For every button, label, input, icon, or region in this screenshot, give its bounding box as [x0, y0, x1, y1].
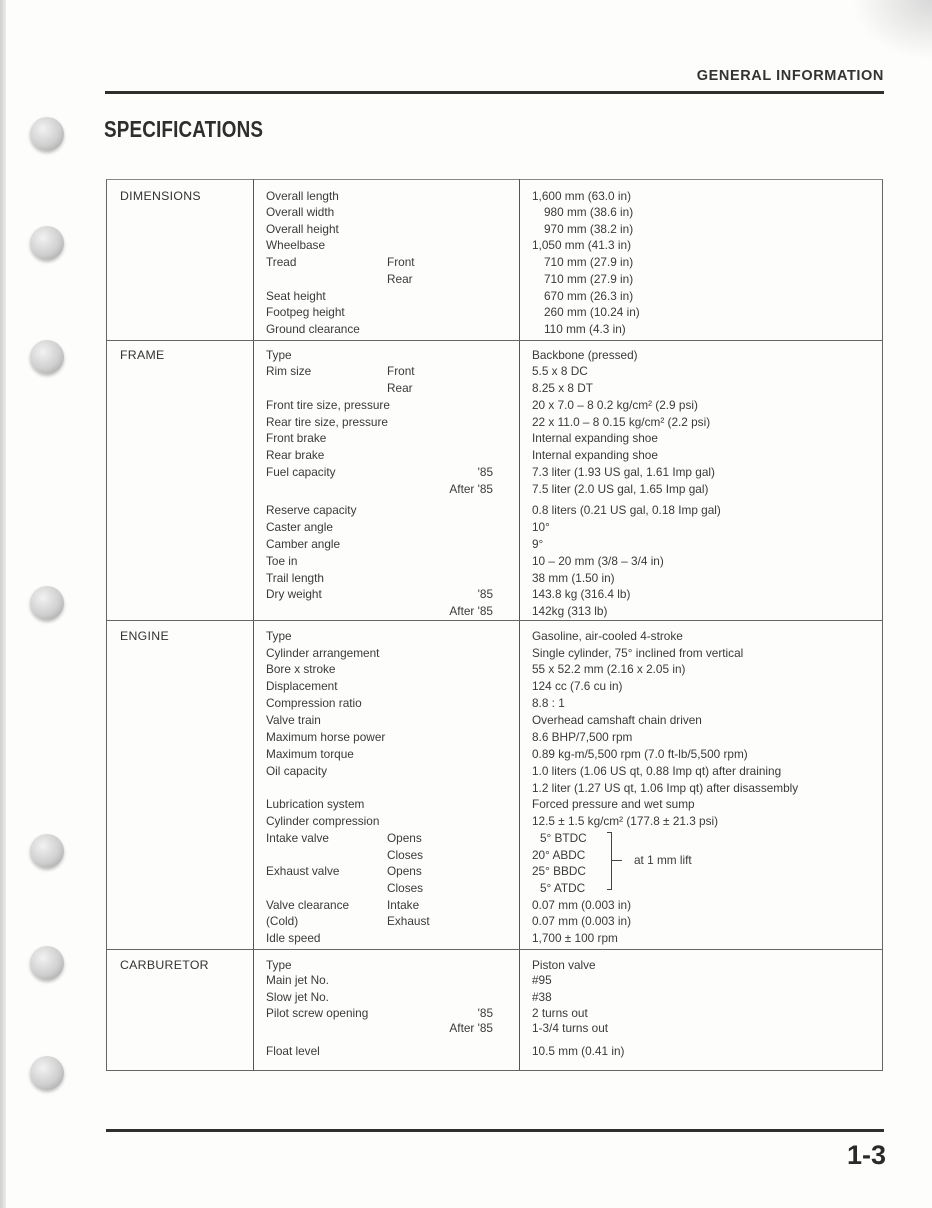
spec-value: Internal expanding shoe [532, 431, 658, 445]
section-title-carburetor: CARBURETOR [120, 958, 209, 972]
spec-item-qualifier: Opens [387, 864, 422, 878]
spec-item-qualifier: After '85 [449, 604, 493, 618]
spec-value: 8.8 : 1 [532, 696, 565, 710]
spec-value: 7.5 liter (2.0 US gal, 1.65 Imp gal) [532, 482, 709, 496]
spec-item-label: Cylinder arrangement [266, 646, 380, 660]
spec-value: 12.5 ± 1.5 kg/cm² (177.8 ± 21.3 psi) [532, 814, 719, 828]
spec-item-label: Intake valve [266, 831, 329, 845]
spec-item-label: Displacement [266, 679, 338, 693]
spec-item-label: Seat height [266, 289, 326, 303]
spec-value: Piston valve [532, 958, 596, 972]
spec-value: Forced pressure and wet sump [532, 797, 695, 811]
section-divider [106, 949, 882, 950]
binder-hole-icon [30, 946, 64, 980]
spec-item-label: Type [266, 348, 292, 362]
section-header: GENERAL INFORMATION [696, 68, 884, 84]
spec-item-qualifier: Exhaust [387, 914, 430, 928]
section-divider [106, 340, 882, 341]
spec-item-label: Ground clearance [266, 322, 360, 336]
spec-item-label: Maximum horse power [266, 730, 386, 744]
spec-item-qualifier: '85 [477, 587, 493, 601]
spec-item-label: Dry weight [266, 587, 322, 601]
spec-value: 5° BTDC [540, 831, 587, 845]
spec-value: 710 mm (27.9 in) [544, 255, 634, 269]
spec-value: 1,700 ± 100 rpm [532, 931, 618, 945]
page-title: SPECIFICATIONS [104, 116, 264, 142]
spec-item-label: Type [266, 629, 292, 643]
spec-item-qualifier: After '85 [449, 482, 493, 496]
binder-hole-icon [30, 1056, 64, 1090]
spec-value: 0.07 mm (0.003 in) [532, 914, 632, 928]
spec-item-label: Front brake [266, 431, 327, 445]
spec-item-label: Type [266, 958, 292, 972]
spec-item-label: Overall width [266, 205, 335, 219]
spec-item-label: Rear tire size, pressure [266, 415, 388, 429]
column-divider [253, 179, 254, 1070]
section-title-engine: ENGINE [120, 629, 169, 643]
header-rule [105, 91, 884, 94]
spec-value: 38 mm (1.50 in) [532, 571, 615, 585]
table-border [106, 179, 883, 1071]
spec-item-label: Valve clearance [266, 898, 350, 912]
spec-item-label: Camber angle [266, 537, 341, 551]
spec-value: 124 cc (7.6 cu in) [532, 679, 623, 693]
spec-item-label: Exhaust valve [266, 864, 340, 878]
spec-value: 1.2 liter (1.27 US qt, 1.06 Imp qt) after disassembly [532, 781, 799, 795]
spec-value: 0.89 kg-m/5,500 rpm (7.0 ft-lb/5,500 rpm) [532, 747, 748, 761]
spec-value: 7.3 liter (1.93 US gal, 1.61 Imp gal) [532, 465, 715, 479]
page-corner-shadow [852, 0, 932, 60]
valve-timing-note: at 1 mm lift [634, 853, 692, 867]
spec-value: 5° ATDC [540, 881, 586, 895]
spec-item-label: Maximum torque [266, 747, 354, 761]
spec-value: 142kg (313 lb) [532, 604, 608, 618]
spec-item-label: Rim size [266, 364, 312, 378]
spec-value: Backbone (pressed) [532, 348, 638, 362]
section-title-frame: FRAME [120, 348, 165, 362]
spec-value: 110 mm (4.3 in) [544, 322, 626, 336]
spec-value: 5.5 x 8 DC [532, 364, 588, 378]
page-edge [0, 0, 6, 1208]
binder-hole-icon [30, 226, 64, 260]
spec-value: 55 x 52.2 mm (2.16 x 2.05 in) [532, 662, 686, 676]
spec-item-qualifier: After '85 [449, 1021, 493, 1035]
spec-value: 970 mm (38.2 in) [544, 222, 634, 236]
spec-item-qualifier: '85 [477, 1006, 493, 1020]
spec-value: 10.5 mm (0.41 in) [532, 1044, 625, 1058]
spec-value: 20 x 7.0 – 8 0.2 kg/cm² (2.9 psi) [532, 398, 698, 412]
spec-value: 1-3/4 turns out [532, 1021, 609, 1035]
spec-item-label: Oil capacity [266, 764, 327, 778]
binder-hole-icon [30, 340, 64, 374]
spec-value: 9° [532, 537, 544, 551]
spec-item-label: Overall length [266, 189, 339, 203]
spec-value: #95 [532, 973, 552, 987]
spec-item-qualifier: Opens [387, 831, 422, 845]
spec-value: 670 mm (26.3 in) [544, 289, 634, 303]
spec-item-label: Tread [266, 255, 297, 269]
spec-item-qualifier: '85 [477, 465, 493, 479]
spec-item-label: Overall height [266, 222, 339, 236]
spec-value: 0.8 liters (0.21 US gal, 0.18 Imp gal) [532, 503, 721, 517]
binder-hole-icon [30, 117, 64, 151]
spec-item-qualifier: Closes [387, 848, 424, 862]
spec-item-label: Idle speed [266, 931, 321, 945]
spec-value: 980 mm (38.6 in) [544, 205, 634, 219]
spec-item-label: Front tire size, pressure [266, 398, 390, 412]
spec-item-label: Rear brake [266, 448, 325, 462]
spec-item-qualifier: Rear [387, 381, 413, 395]
valve-timing-bracket [607, 832, 612, 890]
spec-item-label: Cylinder compression [266, 814, 380, 828]
spec-item-label: Valve train [266, 713, 321, 727]
spec-item-label: Wheelbase [266, 238, 326, 252]
spec-value: #38 [532, 990, 552, 1004]
spec-item-label: Caster angle [266, 520, 333, 534]
spec-item-label: Toe in [266, 554, 298, 568]
spec-value: 260 mm (10.24 in) [544, 305, 640, 319]
spec-value: 8.25 x 8 DT [532, 381, 593, 395]
column-divider [519, 179, 520, 1070]
spec-value: 2 turns out [532, 1006, 588, 1020]
section-title-dimensions: DIMENSIONS [120, 189, 201, 203]
spec-item-label: Pilot screw opening [266, 1006, 369, 1020]
binder-hole-icon [30, 834, 64, 868]
footer-rule [106, 1129, 884, 1132]
spec-item-label: Footpeg height [266, 305, 345, 319]
spec-value: 1,600 mm (63.0 in) [532, 189, 632, 203]
spec-item-label: Compression ratio [266, 696, 362, 710]
spec-value: 0.07 mm (0.003 in) [532, 898, 632, 912]
spec-item-label: Main jet No. [266, 973, 329, 987]
spec-item-qualifier: Rear [387, 272, 413, 286]
spec-value: 22 x 11.0 – 8 0.15 kg/cm² (2.2 psi) [532, 415, 711, 429]
spec-item-label: Lubrication system [266, 797, 365, 811]
spec-item-qualifier: Intake [387, 898, 420, 912]
spec-item-label: Bore x stroke [266, 662, 336, 676]
valve-timing-bracket-tick [612, 860, 622, 861]
spec-value: Internal expanding shoe [532, 448, 658, 462]
spec-value: 143.8 kg (316.4 lb) [532, 587, 631, 601]
spec-value: Gasoline, air-cooled 4-stroke [532, 629, 683, 643]
spec-value: 10 – 20 mm (3/8 – 3/4 in) [532, 554, 664, 568]
spec-value: 25° BBDC [532, 864, 586, 878]
page-number: 1-3 [846, 1140, 886, 1170]
spec-item-qualifier: Front [387, 364, 415, 378]
spec-value: 10° [532, 520, 550, 534]
section-divider [106, 620, 882, 621]
spec-item-qualifier: Front [387, 255, 415, 269]
spec-value: 710 mm (27.9 in) [544, 272, 634, 286]
spec-value: 20° ABDC [532, 848, 586, 862]
spec-item-qualifier: Closes [387, 881, 424, 895]
spec-item-label: Reserve capacity [266, 503, 357, 517]
spec-value: 8.6 BHP/7,500 rpm [532, 730, 633, 744]
spec-item-label: Float level [266, 1044, 320, 1058]
binder-hole-icon [30, 586, 64, 620]
spec-item-label: Trail length [266, 571, 324, 585]
spec-value: 1.0 liters (1.06 US qt, 0.88 Imp qt) after draining [532, 764, 782, 778]
spec-item-label: Fuel capacity [266, 465, 336, 479]
spec-item-label: (Cold) [266, 914, 299, 928]
spec-value: Overhead camshaft chain driven [532, 713, 702, 727]
spec-value: 1,050 mm (41.3 in) [532, 238, 632, 252]
spec-value: Single cylinder, 75° inclined from vertical [532, 646, 744, 660]
spec-item-label: Slow jet No. [266, 990, 329, 1004]
